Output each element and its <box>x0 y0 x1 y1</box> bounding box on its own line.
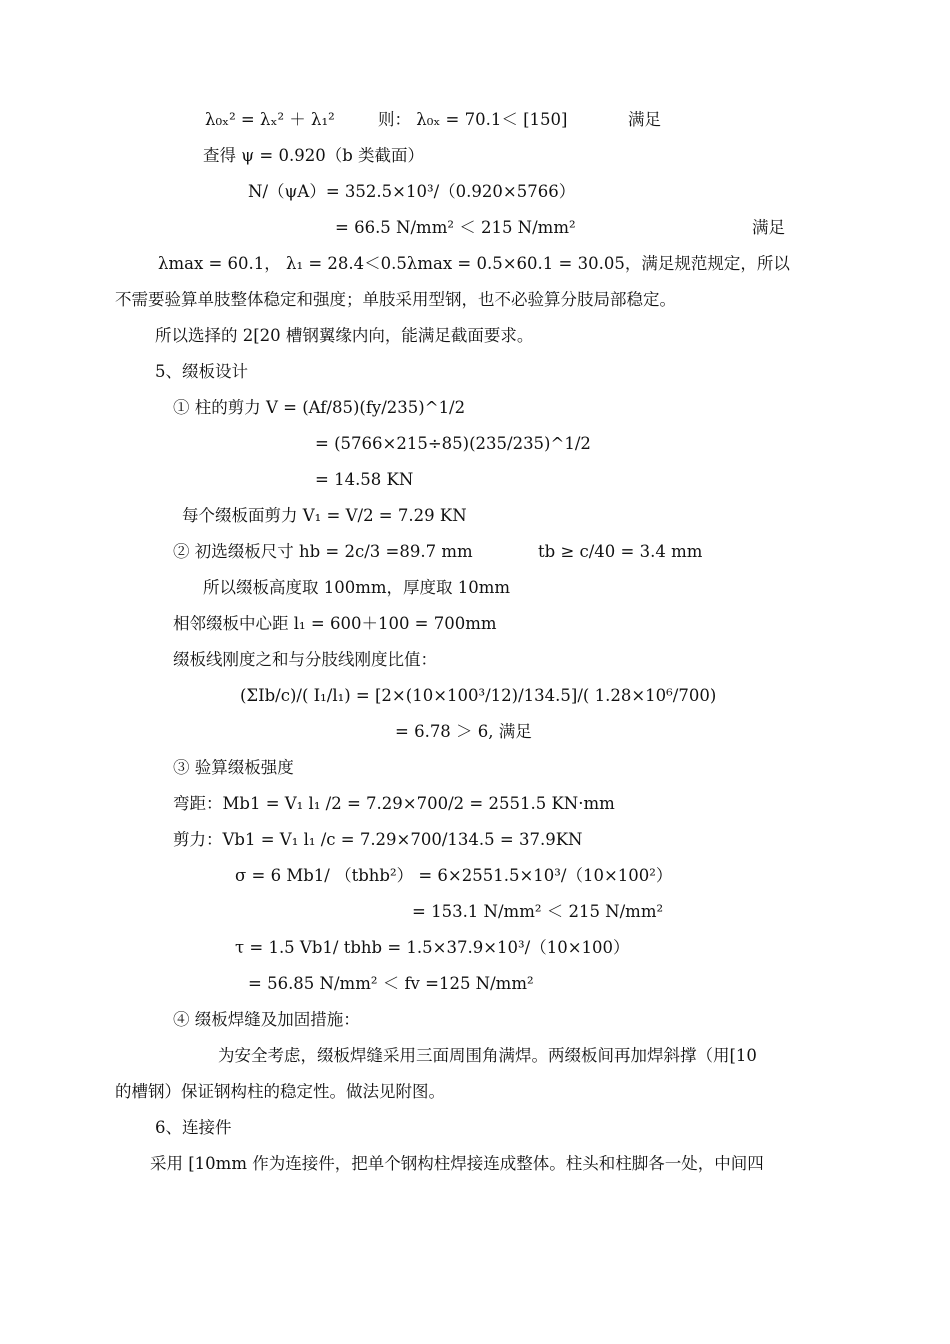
formula-spacing: 相邻缀板中心距 l₁ = 600＋100 = 700mm <box>173 614 497 633</box>
check-ok-1: 满足 <box>628 110 661 129</box>
formula-slenderness: λ₀ₓ² = λₓ² ＋ λ₁² <box>205 110 335 129</box>
formula-stiffness: (ΣIb/c)/( I₁/l₁) = [2×(10×100³/12)/134.5]/( 1.28×10⁶/700) <box>240 686 717 705</box>
section-weld: ④ 缀板焊缝及加固措施： <box>173 1010 360 1029</box>
paragraph-selection: 所以选择的 2[20 槽钢翼缘内向，能满足截面要求。 <box>155 326 534 345</box>
check-ok-2: 满足 <box>752 218 785 237</box>
formula-tau: τ = 1.5 Vb1/ tbhb = 1.5×37.9×10³/（10×100） <box>235 938 630 957</box>
paragraph-plate-choice: 所以缀板高度取 100mm，厚度取 10mm <box>203 578 511 597</box>
formula-lambda-0x: 则： λ₀ₓ = 70.1＜ [150] <box>378 110 568 129</box>
formula-sigma: σ = 6 Mb1/ （tbhb²） = 6×2551.5×10³/（10×100²） <box>235 866 673 885</box>
paragraph-lambda-max-cont: 不需要验算单肢整体稳定和强度；单肢采用型钢，也不必验算分肢局部稳定。 <box>115 290 676 309</box>
formula-shear-2: = (5766×215÷85)(235/235)^1/2 <box>315 434 591 453</box>
formula-shear-result: = 14.58 KN <box>315 470 414 489</box>
formula-plate-thickness: tb ≥ c/40 = 3.4 mm <box>538 542 703 561</box>
formula-stiffness-result: = 6.78 ＞ 6, 满足 <box>395 722 532 741</box>
paragraph-weld: 为安全考虑，缀板焊缝采用三面周围角满焊。两缀板间再加焊斜撑（用[10 <box>218 1046 757 1065</box>
paragraph-connector: 采用 [10mm 作为连接件，把单个钢构柱焊接连成整体。柱头和柱脚各一处，中间四 <box>150 1154 764 1173</box>
formula-shear-force: 剪力：Vb1 = V₁ l₁ /c = 7.29×700/134.5 = 37.9KN <box>173 830 583 849</box>
formula-stress-1-result: = 66.5 N/mm² ＜ 215 N/mm² <box>335 218 576 237</box>
paragraph-stiffness: 缀板线刚度之和与分肢线刚度比值： <box>173 650 437 669</box>
section-heading-5: 5、缀板设计 <box>155 362 248 381</box>
formula-plate-size: ② 初选缀板尺寸 hb = 2c/3 =89.7 mm <box>173 542 473 561</box>
section-check-strength: ③ 验算缀板强度 <box>173 758 294 777</box>
paragraph-lambda-max: λmax = 60.1， λ₁ = 28.4＜0.5λmax = 0.5×60.1 = 30.05，满足规范规定，所以 <box>158 254 790 273</box>
formula-plate-shear: 每个缀板面剪力 V₁ = V/2 = 7.29 KN <box>182 506 467 525</box>
formula-stress-1: N/（ψA）= 352.5×10³/（0.920×5766） <box>248 182 576 201</box>
formula-psi: 查得 ψ = 0.920（b 类截面） <box>203 146 425 165</box>
formula-sigma-result: = 153.1 N/mm² ＜ 215 N/mm² <box>412 902 664 921</box>
section-heading-6: 6、连接件 <box>155 1118 232 1137</box>
formula-shear: ① 柱的剪力 V = (Af/85)(fy/235)^1/2 <box>173 398 466 417</box>
formula-tau-result: = 56.85 N/mm² ＜ fv =125 N/mm² <box>248 974 534 993</box>
formula-moment: 弯距：Mb1 = V₁ l₁ /2 = 7.29×700/2 = 2551.5 KN·mm <box>173 794 615 813</box>
paragraph-weld-cont: 的槽钢）保证钢构柱的稳定性。做法见附图。 <box>115 1082 445 1101</box>
